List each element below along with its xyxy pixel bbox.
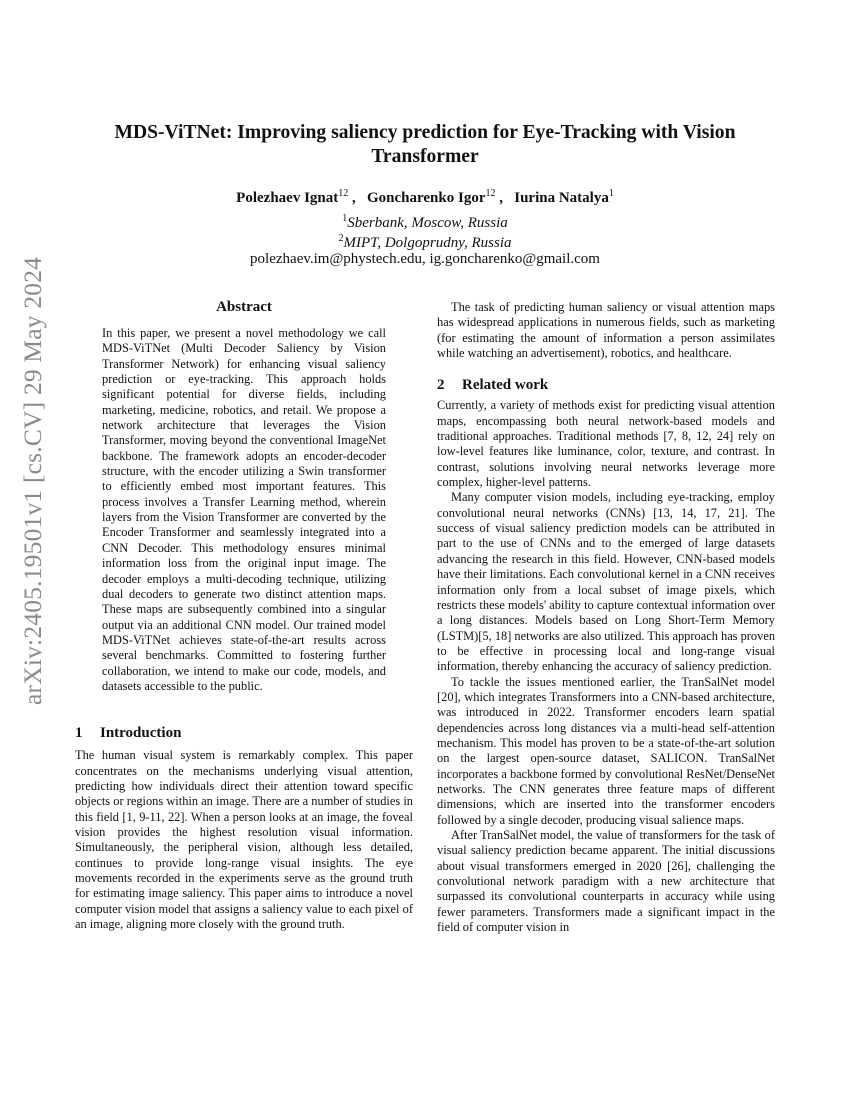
section-title: Introduction <box>100 725 182 742</box>
related-work-paragraph: Many computer vision models, including eye-tracking, employ convolutional neural networks (CNNs) [13, 14, 17, 21]. The success of visual saliency prediction models can be attributed in part to the use of CNNs and to the emerged of large datasets advancing the research in this field. However, CNN-based models have their limitations. Each convolutional kernel in a CNN receives information only from a local subset of image pixels, which restricts these models' ability to capture contextual information over a long distances. Models based on Long Short-Term Memory (LSTM)[5, 18] networks are also utilized. This approach has proven to be effective in processing local and long-range visual information, thereby enhancing the accuracy of saliency prediction. <box>437 490 776 674</box>
section-heading-introduction <box>75 723 413 743</box>
related-work-paragraph: Currently, a variety of methods exist for predicting visual attention maps, encompassing both neural network-based models and traditional approaches. Traditional methods [7, 8, 12, 24] rely on low-level features like luminance, color, texture, and contrast. In contrast, solutions involving neural networks leverage more complex, higher-level patterns. <box>437 398 775 490</box>
related-work-paragraph: To tackle the issues mentioned earlier, the TranSalNet model [20], which integrates Transformers into a CNN-based architecture, was introduced in 2022. Transformer encoders learn spatial dependencies across long distances via a multi-head self-attention mechanism. This model has proven to be a state-of-the-art solution on the largest open-source dataset, SALICON. TranSalNet incorporates a backbone formed by convolutional ResNet/DenseNet networks. The CNN generates three feature maps of different dimensions, which are inserted into the transformer encoders followed by a single decoder, producing visual salience maps. <box>437 674 775 827</box>
affiliation-text: MIPT, Dolgoprudny, Russia <box>343 235 512 251</box>
paper-title: MDS-ViTNet: Improving saliency prediction for Eye-Tracking with Vision Transformer <box>114 122 736 167</box>
abstract-heading: Abstract <box>216 299 272 315</box>
left-column <box>75 297 413 932</box>
section-title: Related work <box>462 377 549 394</box>
affiliation-text: Sberbank, Moscow, Russia <box>347 215 508 231</box>
author-affiliation-marker: 12 <box>338 188 349 199</box>
author-affiliation-marker: 12 <box>485 188 496 199</box>
section-heading-related-work <box>437 375 775 395</box>
introduction-paragraph: The human visual system is remarkably complex. This paper concentrates on the mechanisms underlying visual attention, predicting how individuals direct their attention toward specific objects or regions within an image. There are a number of studies in this field [1, 9-11, 22]. When a person looks at an image, the foveal vision provides the highest resolution visual information. Simultaneously, the peripheral vision, although less detailed, continues to provide long-range visual insights. The eye movements recorded in the experiments serve as the ground truth for estimating image saliency. This paper aims to introduce a novel computer vision model that assigns a saliency value to each pixel of an image, aligning more closely with the ground truth. <box>75 748 413 932</box>
affiliation-marker: 1 <box>342 213 348 224</box>
author-name: Polezhaev Ignat <box>236 190 339 206</box>
right-column <box>437 300 775 935</box>
author-list: Polezhaev Ignat$^{12}$ , Goncharenko Igor$^{12}$ , Iurina Natalya$^1$ <box>236 188 614 206</box>
arxiv-identifier: arXiv:2405.19501v1 [cs.CV] 29 May 2024 <box>18 256 47 705</box>
introduction-paragraph: The task of predicting human saliency or visual attention maps has widespread applications in numerous fields, such as marketing (for estimating the amount of information a person assimilates while watching an advertisement), robotics, and healthcare. <box>437 300 775 361</box>
author-emails: polezhaev.im@phystech.edu, ig.goncharenko@gmail.com <box>250 251 600 267</box>
abstract-body: In this paper, we present a novel methodology we call MDS-ViTNet (Multi Decoder Saliency by Vision Transformer Network) for enhancing visual saliency prediction or eye-tracking. This approach holds significant potential for diverse fields, including marketing, medicine, robotics, and retail. We propose a network architecture that leverages the Vision Transformer, moving beyond the conventional ImageNet backbone. The framework adopts an encoder-decoder structure, with the encoder utilizing a Swin transformer to efficiently embed most important features. This process involves a Transfer Learning method, wherein layers from the Vision Transformer are converted by the Encoder Transformer and seamlessly integrated into a CNN Decoder. This methodology ensures minimal information loss from the original input image. The decoder employs a multi-decoding technique, utilizing dual decoders to generate two distinct attention maps. These maps are subsequently combined into a singular output via an additional CNN model. Our trained model MDS-ViTNet achieves state-of-the-art results across several benchmarks. Committed to fostering further collaboration, we intend to make our code, models, and datasets accessible to the public. <box>102 326 386 693</box>
author-name: Goncharenko Igor <box>367 190 486 206</box>
author-name: Iurina Natalya <box>514 190 609 206</box>
affiliation-marker: 2 <box>338 233 344 244</box>
section-number: 2 <box>437 377 445 394</box>
author-affiliation-marker: 1 <box>608 188 614 199</box>
section-number: 1 <box>75 725 83 742</box>
related-work-paragraph: After TranSalNet model, the value of transformers for the task of visual saliency prediction became apparent. The initial discussions about visual transformers emerged in 2020 [26], challenging the convolutional network paradigm with a new architecture that surpassed its convolutional counterparts in accuracy while using fewer parameters. Transformers made a significant impact in the field of computer vision in <box>437 828 775 935</box>
